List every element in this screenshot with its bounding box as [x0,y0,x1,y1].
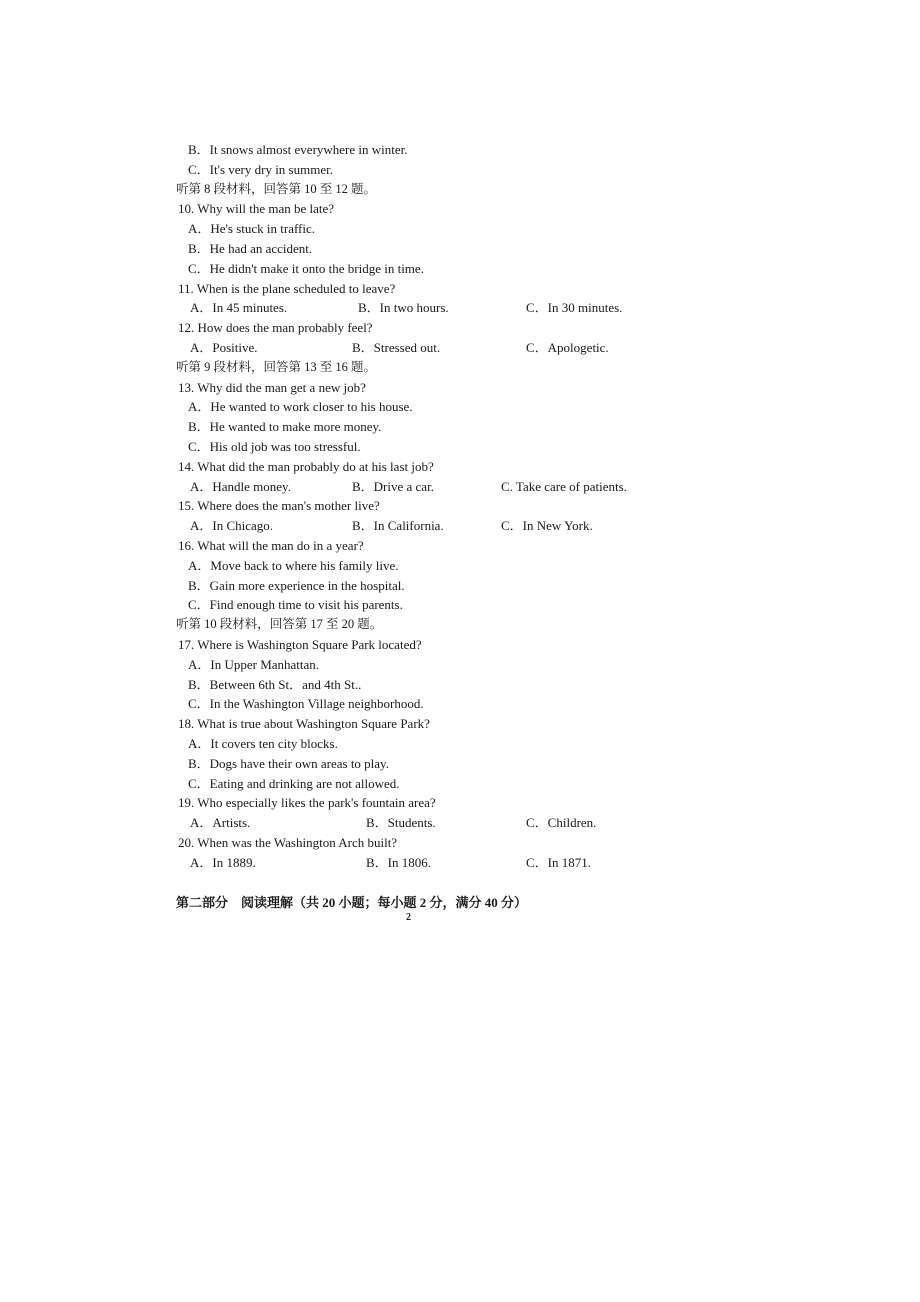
question-11: 11. When is the plane scheduled to leave? [178,280,396,296]
q15-option-a: A．In Chicago. [190,518,274,534]
q9-option-b: B．It snows almost everywhere in winter. [188,142,408,157]
q14-option-a: A．Handle money. [190,478,291,494]
section-title: 第二部分 阅读理解（共 20 小题；每小题 2 分，满分 40 分） [176,895,528,910]
question-13: 13. Why did the man get a new job? [178,379,366,395]
q17-option-c: C．In the Washington Village neighborhood. [188,696,424,712]
q17-option-b: B．Between 6th St．and 4th St.. [188,676,362,692]
q11-option-c: C．In 30 minutes. [526,300,623,316]
q12-options [176,338,676,358]
question-17: 17. Where is Washington Square Park located? [178,636,422,652]
q12-option-c: C．Apologetic. [526,339,609,355]
question-12: 12. How does the man probably feel? [178,320,373,336]
q19-option-b: B．Students. [366,815,436,831]
q15-option-c: C．In New York. [501,518,593,534]
q18-option-b: B．Dogs have their own areas to play. [188,755,389,771]
q14-options [176,477,676,497]
q11-option-a: A．In 45 minutes. [190,300,288,316]
q10-option-c: C．He didn't make it onto the bridge in time. [188,260,424,276]
q13-option-b: B．He wanted to make more money. [188,419,382,435]
q18-option-a: A．It covers ten city blocks. [188,735,338,751]
q13-option-c: C．His old job was too stressful. [188,438,361,454]
q16-option-b: B．Gain more experience in the hospital. [188,577,405,593]
q20-option-c: C．In 1871. [526,854,592,870]
q14-option-c: C. Take care of patients. [501,478,627,494]
q20-option-a: A．In 1889. [190,854,256,870]
q12-option-b: B．Stressed out. [352,339,441,355]
listening-questions [176,140,676,872]
q19-option-a: A．Artists. [190,815,251,831]
group-heading-8: 听第 8 段材料，回答第 10 至 12 题。 [176,181,377,196]
q19-options [176,813,676,833]
group-heading-9: 听第 9 段材料，回答第 13 至 16 题。 [176,359,377,374]
question-20: 20. When was the Washington Arch built? [178,834,398,850]
question-10: 10. Why will the man be late? [178,201,335,217]
q15-option-b: B．In California. [352,518,444,534]
q11-options [176,298,676,318]
q20-options [176,853,676,873]
question-18: 18. What is true about Washington Square Park? [178,716,430,732]
question-15: 15. Where does the man's mother live? [178,498,380,514]
q14-option-b: B．Drive a car. [352,478,434,494]
q17-option-a: A．In Upper Manhattan. [188,656,320,672]
page-number: 2 [406,912,411,923]
q16-option-a: A．Move back to where his family live. [188,557,399,573]
q9-option-c: C．It's very dry in summer. [188,161,333,177]
q10-option-b: B．He had an accident. [188,240,313,256]
group-heading-10: 听第 10 段材料，回答第 17 至 20 题。 [176,617,383,632]
question-19: 19. Who especially likes the park's fountain area? [178,795,436,811]
q13-option-a: A．He wanted to work closer to his house. [188,399,413,415]
q19-option-c: C．Children. [526,815,597,831]
q20-option-b: B．In 1806. [366,854,432,870]
q10-option-a: A．He's stuck in traffic. [188,221,316,237]
q11-option-b: B．In two hours. [358,300,449,316]
question-16: 16. What will the man do in a year? [178,537,364,553]
question-14: 14. What did the man probably do at his last job? [178,458,434,474]
q12-option-a: A．Positive. [190,339,258,355]
q15-options [176,516,676,536]
q16-option-c: C．Find enough time to visit his parents. [188,597,403,613]
q18-option-c: C．Eating and drinking are not allowed. [188,775,400,791]
